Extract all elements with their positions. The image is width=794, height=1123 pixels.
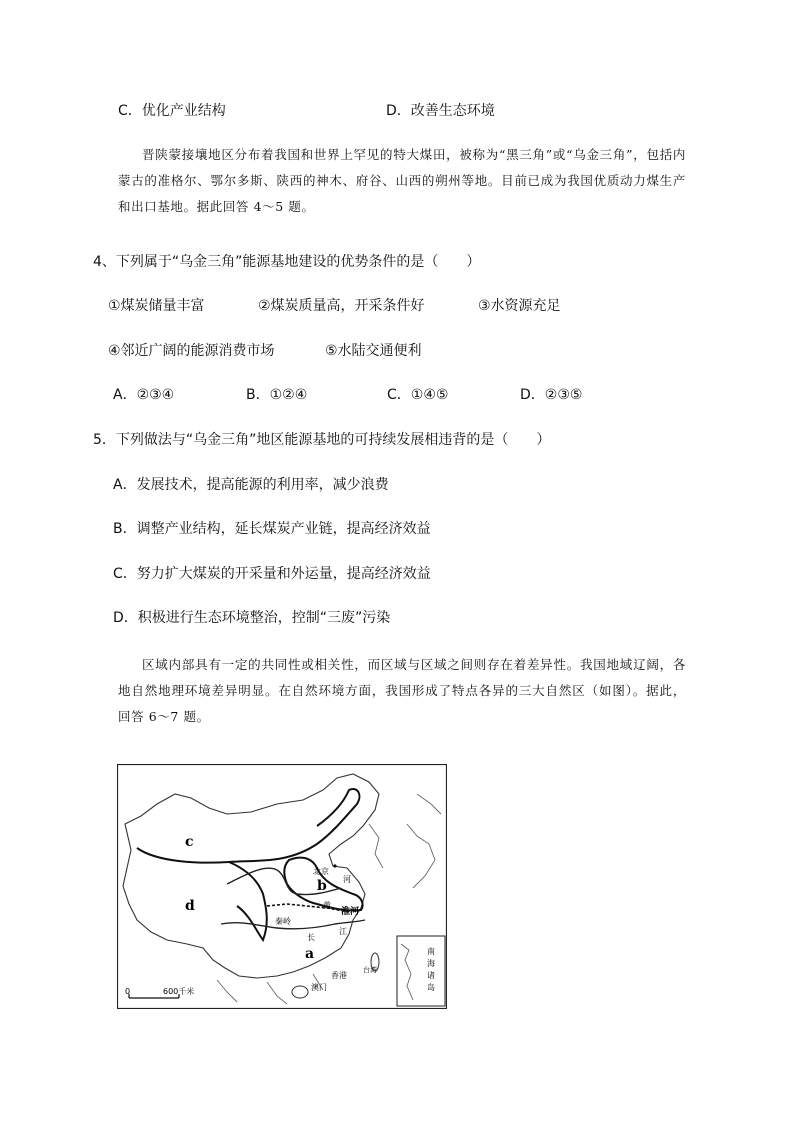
q4-item-5: ⑤水陆交通便利 [325,343,422,359]
q5-option-c: C．努力扩大煤炭的开采量和外运量，提高经济效益 [113,566,431,582]
label-qinling: 秦岭 [275,917,291,926]
label-jiang: 江 [339,927,347,936]
passage-natural-regions-text: 区域内部具有一定的共同性或相关性，而区域与区域之间则存在着差异性。我国地域辽阔，各地自然地理环境差异明显。在自然环境方面，我国形成了特点各异的三大自然区（如图）。据此，回答 6～7 题。 [118,657,686,724]
q4-item-1: ①煤炭储量丰富 [108,298,205,314]
passage-energy-base [118,142,686,220]
q4-option-c: C．①④⑤ [387,387,449,403]
beijing-marker [333,864,336,867]
passage-energy-base-text: 晋陕蒙接壤地区分布着我国和世界上罕见的特大煤田，被称为“黑三角”或“乌金三角”，包括内蒙古的准格尔、鄂尔多斯、陕西的神木、府谷、山西的朔州等地。目前已成为我国优质动力煤生产和出口基地。据此回答 4～5 题。 [118,147,686,214]
region-label-b: b [317,878,327,894]
question-4-stem: 4、下列属于“乌金三角”能源基地建设的优势条件的是（ ） [93,254,481,270]
q4-item-3: ③水资源充足 [478,298,561,314]
label-xianggang: 香港 [331,971,347,980]
q4-option-a: A．②③④ [113,387,175,403]
region-label-c: c [185,834,194,850]
scale-zero: 0 [125,987,131,996]
label-nanhai-2: 海 [427,959,435,968]
label-huang: 黄 [323,901,331,910]
scale-label: 600千米 [163,987,195,996]
label-nanhai-4: 岛 [427,983,435,992]
label-chang: 长 [307,933,315,942]
q4-item-2: ②煤炭质量高，开采条件好 [258,298,425,314]
q5-option-a: A．发展技术，提高能源的利用率，减少浪费 [113,477,389,493]
region-label-d: d [185,898,195,914]
prev-option-d: D．改善生态环境 [386,103,495,119]
q4-option-d: D．②③⑤ [520,387,583,403]
q4-option-b: B．①②④ [246,387,308,403]
question-5-stem: 5．下列做法与“乌金三角”地区能源基地的可持续发展相违背的是（ ） [93,432,551,448]
label-nanhai-3: 诸 [427,971,435,980]
label-beijing: 北京 [313,867,329,876]
china-natural-regions-map [117,764,447,1009]
label-nanhai-1: 南 [427,947,435,956]
prev-option-c: C．优化产业结构 [118,103,226,119]
q4-item-4: ④邻近广阔的能源消费市场 [108,343,275,359]
label-aomen: 澳门 [311,983,327,992]
map-canvas [117,764,447,1009]
passage-natural-regions [118,652,686,730]
label-huaihe: 淮河 [341,907,360,917]
region-label-a: a [305,946,315,962]
q5-option-b: B．调整产业结构，延长煤炭产业链，提高经济效益 [113,521,431,537]
q5-option-d: D．积极进行生态环境整治，控制“三废”污染 [113,610,391,626]
label-he: 河 [343,875,351,884]
label-taiwan: 台湾 [363,966,377,974]
